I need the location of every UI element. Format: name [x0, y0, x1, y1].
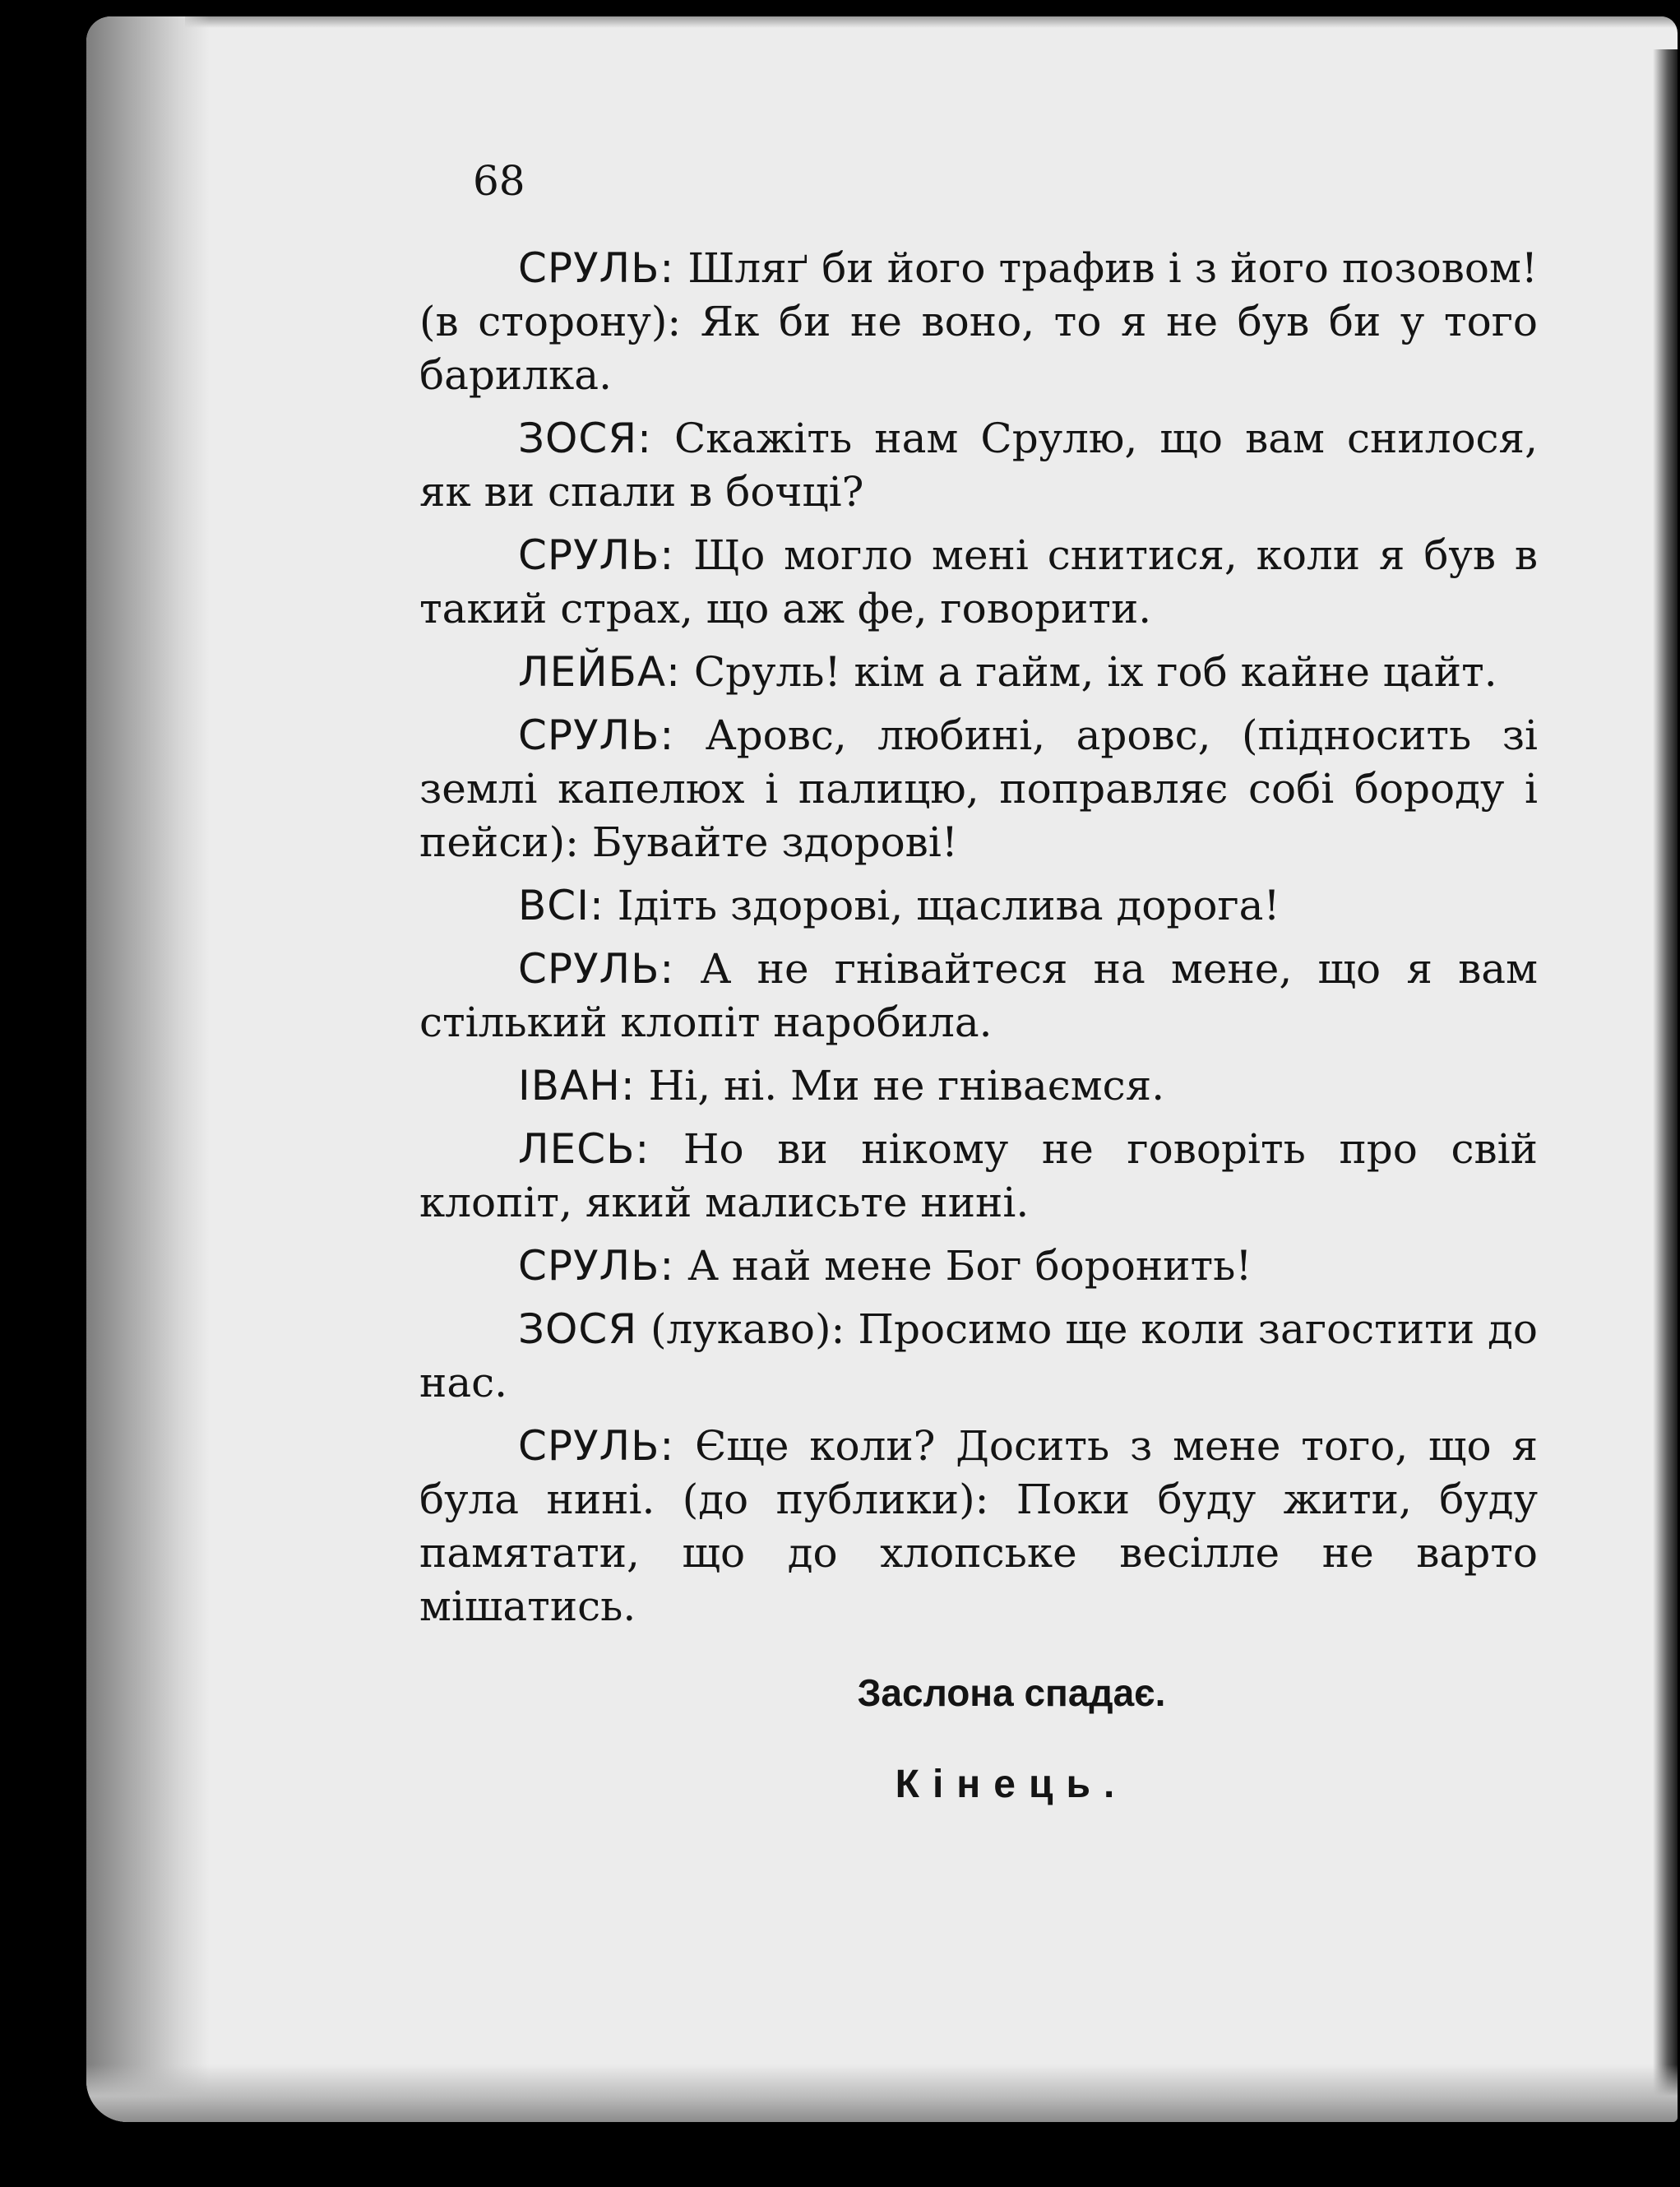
page-right-edge: [1653, 49, 1678, 2122]
dialogue-line: [419, 1303, 1538, 1410]
speaker-name: ЛЕЙБА:: [518, 648, 681, 696]
speaker-name: ЗОСЯ: [518, 1305, 638, 1353]
dialogue-text: Що могло мені снитися, коли я був в такий страх, що аж фе, говорити.: [419, 531, 1538, 632]
dialogue-line: [419, 646, 1538, 699]
dialogue-line: [419, 412, 1538, 519]
dialogue-text: Ідіть здорові, щаслива дорога!: [604, 882, 1280, 929]
dialogue-text: Шляґ би його трафив і з його позовом! (в сторону): Як би не воно, то я не був би у того барилка.: [419, 244, 1538, 399]
dialogue-text: Єще коли? Досить з мене того, що я була нині. (до публики): Поки буду жити, буду памятати, що до хлопське весілле не варто мішатись.: [419, 1422, 1538, 1630]
page-bottom-shadow: [86, 2064, 1678, 2122]
dialogue-text: Аровс, любині, аровс, (підносить зі землі капелюх і палицю, поправляє собі бороду і пейси): Бувайте здорові!: [419, 711, 1538, 866]
dialogue-line: [419, 242, 1538, 402]
dialogue-line: [419, 1059, 1538, 1113]
dialogue-text: Сруль! кім а гайм, іх гоб кайне цайт.: [680, 648, 1497, 696]
dialogue-line: [419, 1420, 1538, 1633]
page-number: 68: [473, 157, 525, 205]
speaker-name: СРУЛЬ:: [518, 945, 675, 993]
speaker-name: СРУЛЬ:: [518, 1242, 675, 1290]
page-text-block: [419, 156, 1538, 1811]
speaker-name: ІВАН:: [518, 1062, 636, 1110]
speaker-name: СРУЛЬ:: [518, 711, 675, 759]
dialogue-line: [419, 1123, 1538, 1230]
dialogue-line: [419, 1239, 1538, 1293]
speaker-name: ЛЕСЬ:: [518, 1125, 650, 1173]
speaker-name: СРУЛЬ:: [518, 244, 675, 292]
speaker-name: СРУЛЬ:: [518, 531, 675, 579]
the-end-line: Кінець.: [895, 1763, 1128, 1806]
dialogue-text: Скажіть нам Срулю, що вам снилося, як ви спали в бочці?: [419, 415, 1538, 516]
dialogue-text: Ні, ні. Ми не гніваємся.: [635, 1062, 1165, 1110]
speaker-name: СРУЛЬ:: [518, 1422, 675, 1470]
speaker-name: ВСІ:: [518, 882, 604, 929]
page-gutter-shadow: [86, 16, 210, 2122]
dialogue-line: [419, 529, 1538, 636]
dialogue-text: А не гнівайтеся на мене, що я вам стілький клопіт наробила.: [419, 945, 1538, 1046]
dialogue-line: [419, 879, 1538, 933]
dialogue-line: [419, 943, 1538, 1049]
speaker-name: ЗОСЯ:: [518, 415, 652, 462]
curtain-falls-line: Заслона спадає.: [857, 1671, 1166, 1714]
dialogue-text: (лукаво): Просимо ще коли загостити до нас.: [419, 1305, 1538, 1406]
dialogue-text: Но ви нікому не говоріть про свій клопіт, який малисьте нині.: [419, 1125, 1538, 1226]
dialogue-line: [419, 709, 1538, 869]
page-top-edge: [185, 16, 1678, 28]
dialogue-text: А най мене Бог боронить!: [674, 1242, 1252, 1290]
